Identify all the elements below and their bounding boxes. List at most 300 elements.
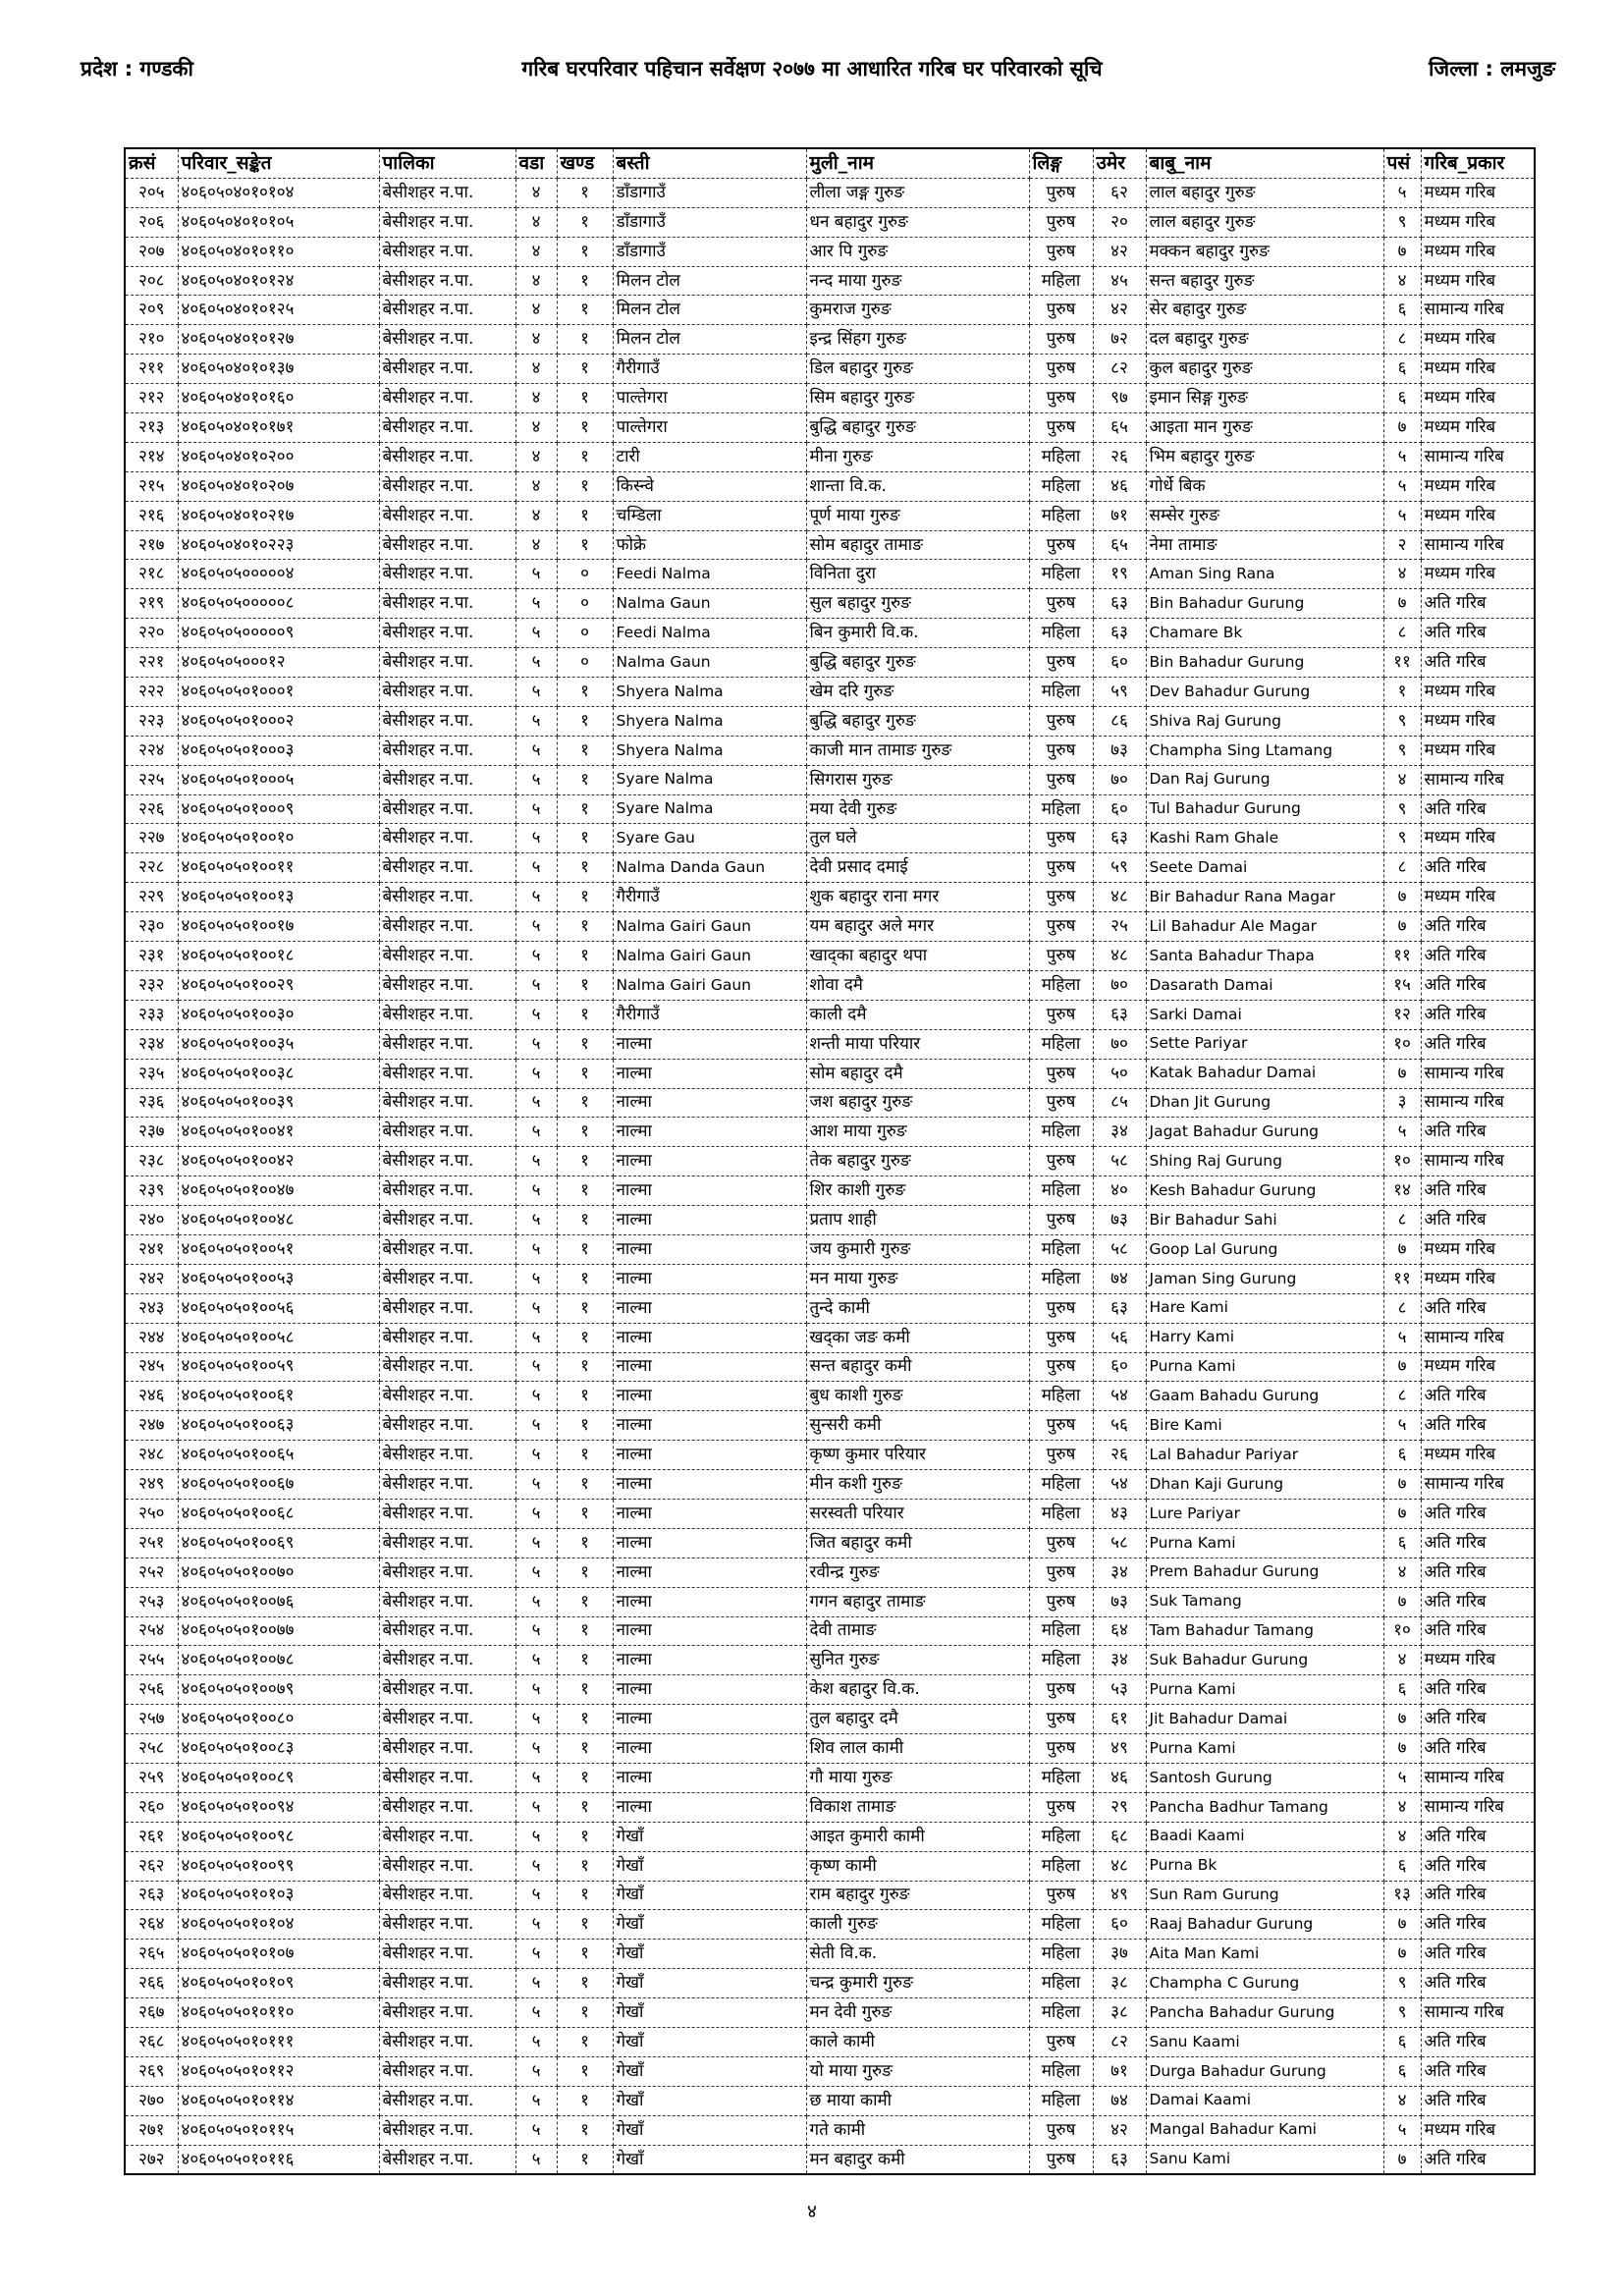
poverty-type-cell: मध्यम गरिब [1421,413,1535,443]
table-row [125,1029,1535,1059]
family-size-cell: ८ [1383,1382,1421,1411]
gender-cell: महिला [1029,1998,1093,2028]
head-name-cell: यम बहादुर अले मगर [806,912,1029,942]
ward-cell: ४ [515,266,557,296]
block-cell: १ [557,384,613,413]
age-cell: ४६ [1093,471,1146,501]
poverty-type-cell: सामान्य गरिब [1421,1088,1535,1118]
header-father-name-col: बाबु_नाम [1146,148,1383,178]
table-row [125,1998,1535,2028]
serial-cell: २५० [125,1499,178,1528]
table-row [125,970,1535,1000]
household-code-cell: ४०६०५०४०१०२०७ [178,471,379,501]
head-name-cell: सुल बहादुर गुरुङ [806,589,1029,619]
serial-cell: २४७ [125,1411,178,1441]
family-size-cell: ९ [1383,207,1421,237]
family-size-cell: ८ [1383,1206,1421,1235]
father-name-cell: Suk Bahadur Gurung [1146,1646,1383,1675]
block-cell: १ [557,413,613,443]
head-name-cell: तेक बहादुर गुरुङ [806,1147,1029,1176]
header-poverty-type-col: गरिब_प्रकार [1421,148,1535,178]
household-code-cell: ४०६०५०५०१००९४ [178,1792,379,1822]
family-size-cell: ९ [1383,706,1421,736]
poverty-type-cell: मध्यम गरिब [1421,325,1535,355]
poverty-type-cell: अति गरिब [1421,589,1535,619]
block-cell: ० [557,619,613,648]
head-name-cell: गते कामी [806,2115,1029,2145]
family-size-cell: ७ [1383,1352,1421,1382]
gender-cell: पुरुष [1029,2145,1093,2174]
settlement-cell: Nalma Gaun [613,648,806,678]
head-name-cell: इन्द्र सिंहग गुरुङ [806,325,1029,355]
age-cell: ५४ [1093,1470,1146,1500]
settlement-cell: नाल्मा [613,1059,806,1088]
household-code-cell: ४०६०५०४०१०१२४ [178,266,379,296]
father-name-cell: Champha C Gurung [1146,1969,1383,1998]
serial-cell: २१६ [125,501,178,530]
father-name-cell: Dasarath Damai [1146,970,1383,1000]
table-row [125,1000,1535,1029]
table-row [125,2086,1535,2115]
father-name-cell: दल बहादुर गुरुङ [1146,325,1383,355]
serial-cell: २३३ [125,1000,178,1029]
settlement-cell: नाल्मा [613,1293,806,1323]
serial-cell: २४५ [125,1352,178,1382]
father-name-cell: Champha Sing Ltamang [1146,736,1383,765]
municipality-cell: बेसीशहर न.पा. [379,1616,515,1646]
age-cell: ४९ [1093,1881,1146,1910]
gender-cell: महिला [1029,2056,1093,2086]
municipality-cell: बेसीशहर न.पा. [379,1000,515,1029]
serial-cell: २५९ [125,1763,178,1792]
serial-cell: २१८ [125,560,178,589]
settlement-cell: नाल्मा [613,1206,806,1235]
municipality-cell: बेसीशहर न.पा. [379,530,515,560]
settlement-cell: Nalma Gaun [613,589,806,619]
father-name-cell: Mangal Bahadur Kami [1146,2115,1383,2145]
head-name-cell: काले कामी [806,2028,1029,2057]
family-size-cell: ७ [1383,1470,1421,1500]
family-size-cell: १० [1383,1616,1421,1646]
father-name-cell: इमान सिङ्ग गुरुङ [1146,384,1383,413]
table-row [125,1499,1535,1528]
head-name-cell: शिव लाल कामी [806,1734,1029,1764]
ward-cell: ५ [515,1264,557,1293]
household-code-cell: ४०६०५०५०१०११० [178,1998,379,2028]
family-size-cell: ४ [1383,560,1421,589]
ward-cell: ५ [515,824,557,853]
municipality-cell: बेसीशहर न.पा. [379,1646,515,1675]
poverty-type-cell: अति गरिब [1421,1029,1535,1059]
ward-cell: ५ [515,1851,557,1881]
age-cell: ८२ [1093,355,1146,384]
age-cell: ७१ [1093,501,1146,530]
table-row [125,384,1535,413]
settlement-cell: Syare Nalma [613,765,806,794]
block-cell: १ [557,355,613,384]
household-code-cell: ४०६०५०५०१००४१ [178,1118,379,1147]
header-block-col: खण्ड [557,148,613,178]
father-name-cell: Purna Bk [1146,1851,1383,1881]
household-code-cell: ४०६०५०४०१०२१७ [178,501,379,530]
father-name-cell: Shing Raj Gurung [1146,1147,1383,1176]
serial-cell: २०५ [125,178,178,207]
municipality-cell: बेसीशहर न.पा. [379,824,515,853]
ward-cell: ५ [515,1441,557,1470]
household-code-cell: ४०६०५०५०१००३० [178,1000,379,1029]
father-name-cell: Sette Pariyar [1146,1029,1383,1059]
table-row [125,706,1535,736]
table-row [125,794,1535,824]
poverty-type-cell: मध्यम गरिब [1421,237,1535,266]
poverty-type-cell: मध्यम गरिब [1421,1646,1535,1675]
father-name-cell: Bin Bahadur Gurung [1146,648,1383,678]
household-code-cell: ४०६०५०५०१०१०३ [178,1881,379,1910]
household-code-cell: ४०६०५०४०१०१०५ [178,207,379,237]
settlement-cell: नाल्मा [613,1792,806,1822]
block-cell: १ [557,1088,613,1118]
father-name-cell: Dhan Jit Gurung [1146,1088,1383,1118]
household-code-cell: ४०६०५०५०१००८० [178,1705,379,1734]
poverty-type-cell: अति गरिब [1421,1822,1535,1851]
serial-cell: २५२ [125,1558,178,1587]
poverty-type-cell: मध्यम गरिब [1421,178,1535,207]
head-name-cell: जित बहादुर कमी [806,1528,1029,1558]
block-cell: १ [557,1147,613,1176]
head-name-cell: रवीन्द्र गुरुङ [806,1558,1029,1587]
municipality-cell: बेसीशहर न.पा. [379,1234,515,1264]
block-cell: १ [557,1969,613,1998]
gender-cell: महिला [1029,2086,1093,2115]
ward-cell: ४ [515,207,557,237]
poverty-type-cell: मध्यम गरिब [1421,678,1535,707]
municipality-cell: बेसीशहर न.पा. [379,619,515,648]
gender-cell: पुरुष [1029,648,1093,678]
age-cell: ५६ [1093,1411,1146,1441]
table-row [125,1293,1535,1323]
ward-cell: ४ [515,413,557,443]
age-cell: ७० [1093,765,1146,794]
family-size-cell: ५ [1383,501,1421,530]
age-cell: ४९ [1093,1734,1146,1764]
municipality-cell: बेसीशहर न.पा. [379,970,515,1000]
poverty-type-cell: सामान्य गरिब [1421,296,1535,325]
ward-cell: ४ [515,355,557,384]
head-name-cell: खेम दरि गुरुङ [806,678,1029,707]
table-row [125,1528,1535,1558]
table-row [125,2115,1535,2145]
serial-cell: २३७ [125,1118,178,1147]
household-code-cell: ४०६०५०५०१००६३ [178,1411,379,1441]
municipality-cell: बेसीशहर न.पा. [379,296,515,325]
serial-cell: २३५ [125,1059,178,1088]
father-name-cell: Goop Lal Gurung [1146,1234,1383,1264]
settlement-cell: गेखाँ [613,2115,806,2145]
gender-cell: पुरुष [1029,1528,1093,1558]
head-name-cell: सुन्सरी कमी [806,1411,1029,1441]
gender-cell: पुरुष [1029,1323,1093,1352]
household-code-cell: ४०६०५०५०१००४८ [178,1206,379,1235]
family-size-cell: २ [1383,530,1421,560]
family-size-cell: ५ [1383,471,1421,501]
gender-cell: पुरुष [1029,2028,1093,2057]
municipality-cell: बेसीशहर न.पा. [379,1352,515,1382]
block-cell: १ [557,1206,613,1235]
block-cell: १ [557,471,613,501]
father-name-cell: Jit Bahadur Damai [1146,1705,1383,1734]
head-name-cell: मन देवी गुरुङ [806,1998,1029,2028]
municipality-cell: बेसीशहर न.पा. [379,1822,515,1851]
household-code-cell: ४०६०५०५०१०००९ [178,794,379,824]
age-cell: ६५ [1093,530,1146,560]
municipality-cell: बेसीशहर न.पा. [379,1441,515,1470]
gender-cell: महिला [1029,1969,1093,1998]
household-code-cell: ४०६०५०५०१०१०९ [178,1969,379,1998]
father-name-cell: Jaman Sing Gurung [1146,1264,1383,1293]
settlement-cell: नाल्मा [613,1323,806,1352]
father-name-cell: Bir Bahadur Sahi [1146,1206,1383,1235]
gender-cell: पुरुष [1029,1792,1093,1822]
ward-cell: ५ [515,1382,557,1411]
poverty-type-cell: अति गरिब [1421,1382,1535,1411]
settlement-cell: गेखाँ [613,2028,806,2057]
block-cell: ० [557,648,613,678]
household-code-cell: ४०६०५०५०१०१०७ [178,1940,379,1969]
settlement-cell: नाल्मा [613,1558,806,1587]
household-code-cell: ४०६०५०५०१०११६ [178,2145,379,2174]
age-cell: ६३ [1093,824,1146,853]
gender-cell: पुरुष [1029,942,1093,971]
municipality-cell: बेसीशहर न.पा. [379,1528,515,1558]
age-cell: ६२ [1093,178,1146,207]
household-code-cell: ४०६०५०५०१००२९ [178,970,379,1000]
age-cell: २९ [1093,1792,1146,1822]
table-row [125,765,1535,794]
block-cell: १ [557,1558,613,1587]
gender-cell: पुरुष [1029,178,1093,207]
table-row [125,1352,1535,1382]
block-cell: १ [557,942,613,971]
family-size-cell: १० [1383,1147,1421,1176]
poverty-type-cell: सामान्य गरिब [1421,1763,1535,1792]
age-cell: ६३ [1093,589,1146,619]
age-cell: ४५ [1093,266,1146,296]
father-name-cell: Gaam Bahadu Gurung [1146,1382,1383,1411]
municipality-cell: बेसीशहर न.पा. [379,2056,515,2086]
father-name-cell: Baadi Kaami [1146,1822,1383,1851]
gender-cell: महिला [1029,970,1093,1000]
serial-cell: २४४ [125,1323,178,1352]
serial-cell: २३१ [125,942,178,971]
table-row [125,266,1535,296]
block-cell: १ [557,912,613,942]
household-code-cell: ४०६०५०४०१०११० [178,237,379,266]
settlement-cell: गैरीगाउँ [613,1000,806,1029]
family-size-cell: १५ [1383,970,1421,1000]
head-name-cell: आश माया गुरुङ [806,1118,1029,1147]
settlement-cell: गैरीगाउँ [613,883,806,912]
head-name-cell: धन बहादुर गुरुङ [806,207,1029,237]
municipality-cell: बेसीशहर न.पा. [379,1763,515,1792]
header-gender-col: लिङ्ग [1029,148,1093,178]
family-size-cell: ७ [1383,1734,1421,1764]
municipality-cell: बेसीशहर न.पा. [379,560,515,589]
block-cell: १ [557,296,613,325]
ward-cell: ५ [515,2028,557,2057]
family-size-cell: ९ [1383,1998,1421,2028]
head-name-cell: बिन कुमारी वि.क. [806,619,1029,648]
family-size-cell: ११ [1383,1264,1421,1293]
settlement-cell: नाल्मा [613,1352,806,1382]
poverty-type-cell: अति गरिब [1421,1293,1535,1323]
household-code-cell: ४०६०५०५०१००७७ [178,1616,379,1646]
settlement-cell: Syare Gau [613,824,806,853]
head-name-cell: तुल घले [806,824,1029,853]
age-cell: ४६ [1093,1763,1146,1792]
settlement-cell: नाल्मा [613,1382,806,1411]
ward-cell: ५ [515,736,557,765]
father-name-cell: Kashi Ram Ghale [1146,824,1383,853]
serial-cell: २४९ [125,1470,178,1500]
ward-cell: ५ [515,1646,557,1675]
age-cell: ७३ [1093,1587,1146,1616]
household-code-cell: ४०६०५०५०००००८ [178,589,379,619]
settlement-cell: किस्न्वे [613,471,806,501]
family-size-cell: ७ [1383,589,1421,619]
settlement-cell: नाल्मा [613,1176,806,1206]
head-name-cell: बुद्धि बहादुर गुरुङ [806,413,1029,443]
poverty-type-cell: अति गरिब [1421,1969,1535,1998]
settlement-cell: Nalma Gairi Gaun [613,912,806,942]
family-size-cell: ७ [1383,1499,1421,1528]
head-name-cell: जश बहादुर गुरुङ [806,1088,1029,1118]
gender-cell: महिला [1029,1118,1093,1147]
head-name-cell: सिगरास गुरुङ [806,765,1029,794]
gender-cell: पुरुष [1029,1587,1093,1616]
age-cell: १९ [1093,560,1146,589]
municipality-cell: बेसीशहर न.पा. [379,1792,515,1822]
age-cell: ५८ [1093,1234,1146,1264]
municipality-cell: बेसीशहर न.पा. [379,2145,515,2174]
ward-cell: ४ [515,178,557,207]
poverty-type-cell: मध्यम गरिब [1421,207,1535,237]
age-cell: ८६ [1093,706,1146,736]
settlement-cell: चम्डिला [613,501,806,530]
settlement-cell: नाल्मा [613,1118,806,1147]
household-code-cell: ४०६०५०५०१००५९ [178,1352,379,1382]
poverty-type-cell: मध्यम गरिब [1421,736,1535,765]
block-cell: १ [557,2028,613,2057]
serial-cell: २४० [125,1206,178,1235]
poverty-type-cell: मध्यम गरिब [1421,471,1535,501]
family-size-cell: ९ [1383,794,1421,824]
father-name-cell: आइता मान गुरुङ [1146,413,1383,443]
municipality-cell: बेसीशहर न.पा. [379,706,515,736]
age-cell: २५ [1093,912,1146,942]
gender-cell: पुरुष [1029,1293,1093,1323]
household-code-cell: ४०६०५०५०१००५६ [178,1293,379,1323]
poverty-type-cell: सामान्य गरिब [1421,1147,1535,1176]
table-row [125,1616,1535,1646]
block-cell: १ [557,1000,613,1029]
family-size-cell: ७ [1383,1910,1421,1940]
poverty-type-cell: अति गरिब [1421,912,1535,942]
ward-cell: ५ [515,1616,557,1646]
municipality-cell: बेसीशहर न.पा. [379,678,515,707]
age-cell: ७३ [1093,1206,1146,1235]
gender-cell: महिला [1029,266,1093,296]
family-size-cell: १ [1383,678,1421,707]
head-name-cell: सोम बहादुर दमै [806,1059,1029,1088]
poverty-type-cell: मध्यम गरिब [1421,1352,1535,1382]
serial-cell: २२२ [125,678,178,707]
block-cell: १ [557,2056,613,2086]
block-cell: १ [557,1646,613,1675]
serial-cell: २२८ [125,853,178,883]
serial-cell: २३८ [125,1147,178,1176]
poverty-type-cell: अति गरिब [1421,2056,1535,2086]
head-name-cell: गगन बहादुर तामाङ [806,1587,1029,1616]
serial-cell: २१७ [125,530,178,560]
table-row [125,1147,1535,1176]
gender-cell: महिला [1029,1029,1093,1059]
municipality-cell: बेसीशहर न.पा. [379,794,515,824]
serial-cell: २५५ [125,1646,178,1675]
block-cell: ० [557,560,613,589]
father-name-cell: लाल बहादुर गुरुङ [1146,207,1383,237]
poverty-type-cell: अति गरिब [1421,1616,1535,1646]
table-row [125,942,1535,971]
block-cell: १ [557,1499,613,1528]
poverty-type-cell: मध्यम गरिब [1421,883,1535,912]
serial-cell: २४१ [125,1234,178,1264]
table-row [125,1234,1535,1264]
table-row [125,1176,1535,1206]
table-row [125,736,1535,765]
serial-cell: २६४ [125,1910,178,1940]
poverty-type-cell: अति गरिब [1421,942,1535,971]
ward-cell: ५ [515,2115,557,2145]
head-name-cell: शान्ता वि.क. [806,471,1029,501]
gender-cell: पुरुष [1029,1734,1093,1764]
serial-cell: २१३ [125,413,178,443]
household-code-cell: ४०६०५०५०१००८३ [178,1734,379,1764]
municipality-cell: बेसीशहर न.पा. [379,1499,515,1528]
family-size-cell: ७ [1383,912,1421,942]
household-code-cell: ४०६०५०५०१०११२ [178,2056,379,2086]
ward-cell: ५ [515,1940,557,1969]
father-name-cell: कुल बहादुर गुरुङ [1146,355,1383,384]
household-code-cell: ४०६०५०५०१००४७ [178,1176,379,1206]
household-code-cell: ४०६०५०४०१०१२७ [178,325,379,355]
household-code-cell: ४०६०५०५०१००१० [178,824,379,853]
block-cell: १ [557,207,613,237]
ward-cell: ५ [515,706,557,736]
block-cell: १ [557,1118,613,1147]
head-name-cell: विकाश तामाङ [806,1792,1029,1822]
gender-cell: महिला [1029,1910,1093,1940]
family-size-cell: ७ [1383,2145,1421,2174]
block-cell: १ [557,1234,613,1264]
head-name-cell: तुन्दे कामी [806,1293,1029,1323]
head-name-cell: नन्द माया गुरुङ [806,266,1029,296]
table-row [125,1940,1535,1969]
block-cell: १ [557,1822,613,1851]
ward-cell: ४ [515,384,557,413]
block-cell: १ [557,883,613,912]
age-cell: ६१ [1093,1705,1146,1734]
household-code-cell: ४०६०५०४०१०२२३ [178,530,379,560]
